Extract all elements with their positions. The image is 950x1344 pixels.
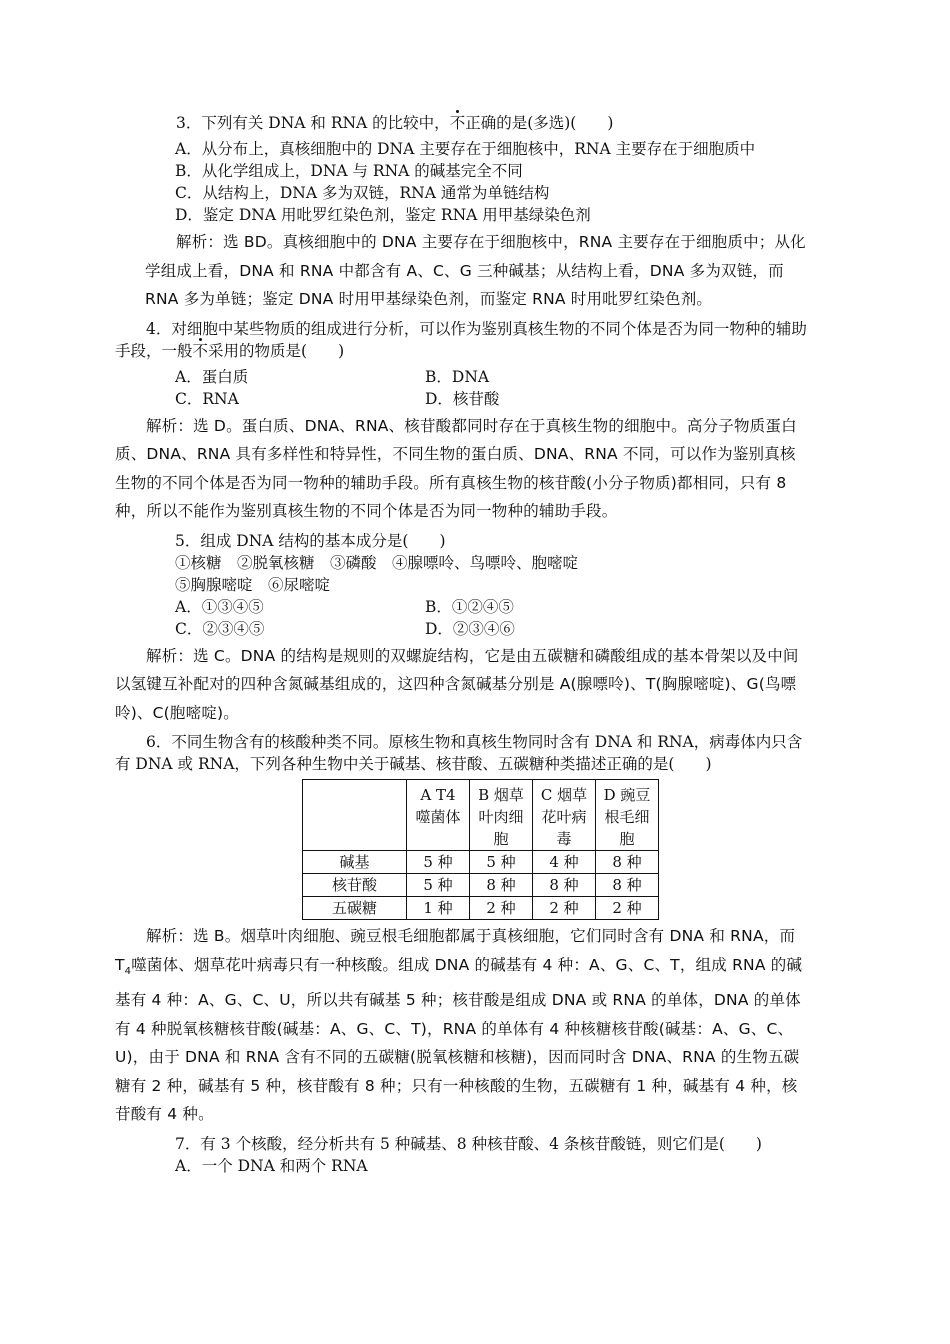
q5-option-a: A．①③④⑤ (175, 597, 264, 616)
table-cell: 8 种 (596, 874, 659, 897)
table-header-cell: D 豌豆根毛细胞 (596, 780, 659, 851)
q5-option-d: D．②③④⑥ (425, 619, 515, 638)
table-cell: 2 种 (596, 897, 659, 920)
table-cell: 4 种 (533, 851, 596, 874)
table-header-cell: B 烟草叶肉细胞 (470, 780, 533, 851)
q5-options-row2 (175, 618, 811, 640)
table-cell: 核苷酸 (303, 874, 407, 897)
table-row (303, 851, 659, 874)
q4-option-c: C．RNA (175, 389, 239, 408)
table-header-row (303, 780, 659, 851)
q5-items-line1: ①核糖 ②脱氧核糖 ③磷酸 ④腺嘌呤、鸟嘌呤、胞嘧啶 (175, 553, 579, 572)
table-cell: 五碳糖 (303, 897, 407, 920)
table-cell: 2 种 (470, 897, 533, 920)
table-cell: 2 种 (533, 897, 596, 920)
q4-option-b: B．DNA (425, 367, 490, 386)
table-cell: 1 种 (407, 897, 470, 920)
q3-option-a: A．从分布上，真核细胞中的 DNA 主要存在于细胞核中，RNA 主要存在于细胞质中 (175, 140, 756, 158)
q4-options-row2 (175, 388, 811, 410)
table-cell: 8 种 (596, 851, 659, 874)
subscript: 4 (124, 965, 132, 977)
q6-analysis: 解析：选 B。烟草叶肉细胞、豌豆根毛细胞都属于真核细胞，它们同时含有 DNA 和 RNA，而 $T_4$噬菌体、烟草花叶病毒只有一种核酸。组成 DNA 的碱基有 4 种：A、G、C、T，组成 RNA 的碱基有 4 种：A、G、C、U，所以共有碱基 5 种；核苷酸是组成 DNA 或 RNA 的单体，DNA 的单体有 4 种脱氧核糖核苷酸(碱基：A、G、C、T)，RNA 的单体有 4 种核糖核苷酸(碱基：A、G、C、U)，由于 DNA 和 RNA 含有不同的五碳糖(脱氧核糖和核糖)，因而同时含 DNA、RNA 的生物五碳糖有 2 种，碱基有 5 种，核苷酸有 8 种；只有一种核酸的生物，五碳糖有 1 种，碱基有 4 种，核苷酸有 4 种。 (115, 927, 803, 1124)
table-cell: 8 种 (470, 874, 533, 897)
table-cell: 5 种 (470, 851, 533, 874)
q6-stem: 6．不同生物含有的核酸种类不同。原核生物和真核生物同时含有 DNA 和 RNA，病毒体内只含有 DNA 或 RNA，下列各种生物中关于碱基、核苷酸、五碳糖种类描述正确的是( ) (115, 733, 803, 773)
emphasis-dot: 不 (192, 341, 209, 360)
table-header-cell: C 烟草花叶病毒 (533, 780, 596, 851)
q3-option-c: C．从结构上，DNA 多为双链，RNA 通常为单链结构 (175, 184, 550, 202)
q5-items-line2: ⑤胸腺嘧啶 ⑥尿嘧啶 (175, 575, 331, 594)
table-row (303, 897, 659, 920)
emphasis-dot: 不 (449, 114, 466, 132)
table-cell: 5 种 (407, 874, 470, 897)
table-cell: 碱基 (303, 851, 407, 874)
q4-option-d: D．核苷酸 (425, 389, 500, 408)
table-header-cell: A T4 噬菌体 (407, 780, 470, 851)
table-cell: 5 种 (407, 851, 470, 874)
q5-analysis: 解析：选 C。DNA 的结构是规则的双螺旋结构，它是由五碳糖和磷酸组成的基本骨架以及中间以氢键互补配对的四种含氮碱基组成的，这四种含氮碱基分别是 A(腺嘌呤)、T(胸腺嘧啶)、G(鸟嘌呤)、C(胞嘧啶)。 (115, 646, 799, 722)
q4-stem: 4．对细胞中某些物质的组成进行分析，可以作为鉴别真核生物的不同个体是否为同一物种的辅助手段，一般不采用的物质是( ) (115, 319, 807, 360)
document-page (115, 112, 811, 1177)
table-row (303, 874, 659, 897)
q4-analysis: 解析：选 D。蛋白质、DNA、RNA、核苷酸都同时存在于真核生物的细胞中。高分子物质蛋白质、DNA、RNA 具有多样性和特异性，不同生物的蛋白质、DNA、RNA 不同，可以作为鉴别真核生物的不同个体是否为同一物种的辅助手段。所有真核生物的核苷酸(小分子物质)都相同，只有 8 种，所以不能作为鉴别真核生物的不同个体是否为同一物种的辅助手段。 (115, 416, 797, 520)
q4-options-row1 (175, 366, 811, 388)
q3-option-b: B．从化学组成上，DNA 与 RNA 的碱基完全不同 (175, 162, 523, 180)
q4-option-a: A．蛋白质 (175, 367, 249, 386)
q3-stem: 3．下列有关 DNA 和 RNA 的比较中，不正确的是(多选)( ) (176, 114, 614, 132)
table-header-cell (303, 780, 407, 851)
q3-analysis: 解析：选 BD。真核细胞中的 DNA 主要存在于细胞核中，RNA 主要存在于细胞质中；从化学组成上看，DNA 和 RNA 中都含有 A、C、G 三种碱基；从结构上看，DNA 多为双链，而 RNA 多为单链；鉴定 DNA 时用甲基绿染色剂，而鉴定 RNA 时用吡罗红染色剂。 (145, 233, 806, 308)
q6-table (302, 779, 659, 920)
q7-option-a: A．一个 DNA 和两个 RNA (175, 1156, 368, 1175)
q3-option-d: D．鉴定 DNA 用吡罗红染色剂，鉴定 RNA 用甲基绿染色剂 (175, 206, 591, 224)
q5-option-c: C．②③④⑤ (175, 619, 265, 638)
q5-option-b: B．①②④⑤ (425, 597, 514, 616)
table-cell: 8 种 (533, 874, 596, 897)
q5-stem: 5．组成 DNA 结构的基本成分是( ) (175, 531, 446, 550)
q5-options-row1 (175, 596, 811, 618)
q7-stem: 7．有 3 个核酸，经分析共有 5 种碱基、8 种核苷酸、4 条核苷酸链，则它们是( ) (175, 1134, 762, 1153)
